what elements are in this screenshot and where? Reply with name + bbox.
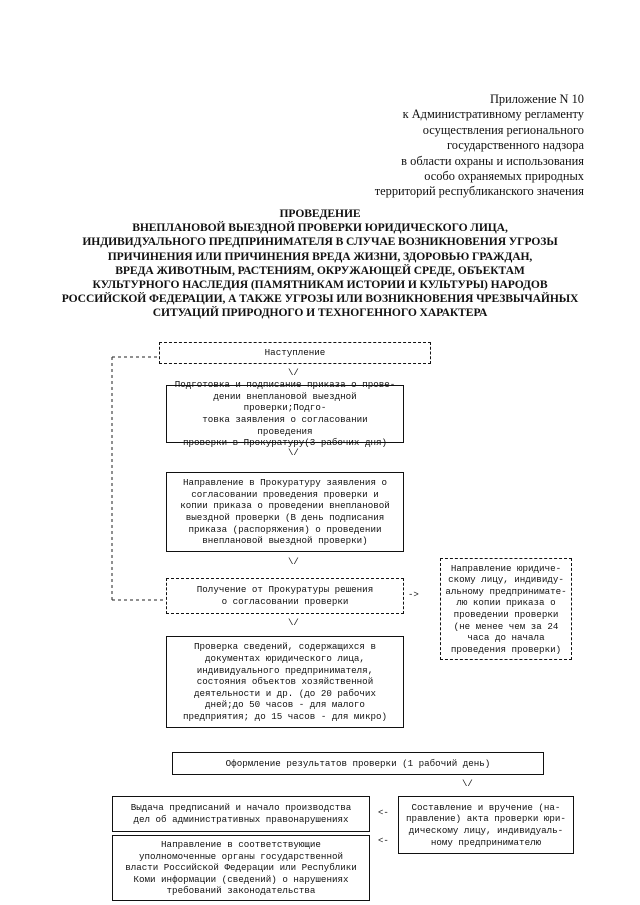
orders-line: дел об административных правонарушениях	[133, 814, 349, 825]
notify-line: проведении проверки	[453, 609, 559, 620]
notify-line: скому лицу, индивиду-	[448, 574, 564, 586]
check-line: предприятия; до 15 часов - для микро)	[183, 710, 387, 722]
prepare-line: проверки в Прокуратуру(3 рабочих дня)	[183, 437, 387, 449]
appendix-line: государственного надзора	[446, 138, 584, 153]
title-line: ВРЕДА ЖИВОТНЫМ, РАСТЕНИЯМ, ОКРУЖАЮЩЕЙ СРЕДЕ, ОБЪЕКТАМ	[115, 263, 525, 277]
start-box	[159, 342, 431, 364]
check-line: состояния объектов хозяйственной	[196, 676, 374, 688]
inspection-box	[166, 636, 404, 728]
prepare-line: товка заявления о согласовании проведения	[202, 414, 368, 437]
appendix-line: к Административному регламенту	[402, 107, 584, 122]
authorities-line: требований законодательства	[166, 885, 316, 897]
down-arrow: \/	[288, 557, 299, 567]
orders-box	[112, 796, 370, 832]
appendix-header	[254, 92, 584, 200]
authorities-line: уполномоченные органы государственной	[138, 850, 343, 862]
prepare-line: дении внеплановой выездной проверки;Подго-	[213, 390, 357, 414]
appendix-line: особо охраняемых природных	[424, 169, 584, 184]
prepare-line: Подготовка и подписание приказа о прове-	[174, 379, 396, 391]
send-line: копии приказа о проведении внеплановой	[180, 500, 390, 512]
down-arrow: \/	[288, 448, 299, 458]
act-line: правление) акта проверки юри-	[406, 813, 566, 825]
down-arrow: \/	[462, 779, 473, 789]
check-line: дней;до 50 часов - для малого	[205, 699, 365, 711]
authorities-line: Направление в соответствующие	[161, 839, 321, 851]
results-label: Оформление результатов проверки (1 рабочий день)	[225, 757, 491, 769]
send-line: выездной проверки (В день подписания	[185, 512, 385, 523]
title-line: СИТУАЦИЙ ПРИРОДНОГО И ТЕХНОГЕННОГО ХАРАКТЕРА	[152, 306, 488, 320]
notify-line: часа до начала	[467, 632, 545, 644]
notify-line: Направление юридиче-	[450, 562, 562, 574]
appendix-line: осуществления регионального	[422, 122, 584, 137]
left-arrow: <-	[378, 836, 389, 846]
notify-line: лю копии приказа о	[456, 597, 556, 609]
start-label: Наступление	[264, 347, 326, 359]
authorities-box	[112, 835, 370, 901]
send-line: внеплановой выездной проверки)	[202, 535, 368, 547]
down-arrow: \/	[288, 368, 299, 378]
check-line: Проверка сведений, содержащихся в	[194, 641, 376, 653]
title-line: ПРОВЕДЕНИЕ	[279, 207, 361, 220]
approval-box	[166, 578, 404, 614]
inspection-act-box	[398, 796, 574, 854]
document-title	[60, 207, 580, 321]
prepare-order-box	[166, 379, 404, 449]
check-line: индивидуального предпринимателя,	[196, 664, 374, 676]
title-line: ПРИЧИНЕНИЯ ИЛИ ПРИЧИНЕНИЯ ВРЕДА ЖИЗНИ, ЗДОРОВЬЮ ГРАЖДАН,	[107, 249, 533, 263]
title-line: ИНДИВИДУАЛЬНОГО ПРЕДПРИНИМАТЕЛЯ В СЛУЧАЕ ВОЗНИКНОВЕНИЯ УГРОЗЫ	[82, 235, 558, 249]
notify-line: (не менее чем за 24	[453, 620, 559, 632]
title-line: ВНЕПЛАНОВОЙ ВЫЕЗДНОЙ ПРОВЕРКИ ЮРИДИЧЕСКОГО ЛИЦА,	[132, 221, 508, 235]
send-to-prosecutor-box	[166, 472, 404, 552]
act-line: Составление и вручение (на-	[411, 801, 561, 813]
act-line: дическому лицу, индивидуаль-	[408, 825, 564, 836]
title-line: КУЛЬТУРНОГО НАСЛЕДИЯ (ПАМЯТНИКАМ ИСТОРИИ И КУЛЬТУРЫ) НАРОДОВ	[92, 278, 548, 292]
appendix-line: Приложение N 10	[489, 92, 584, 106]
down-arrow: \/	[288, 618, 299, 628]
left-arrow: <-	[378, 808, 389, 818]
appendix-line: в области охраны и использования	[401, 153, 584, 168]
send-line: Направление в Прокуратуру заявления о	[182, 477, 387, 489]
send-line: приказа (распоряжения) о проведении	[188, 523, 382, 535]
check-line: документах юридического лица,	[205, 653, 365, 665]
notify-entity-box	[440, 558, 572, 660]
approval-line: Получение от Прокуратуры решения	[196, 584, 374, 596]
title-line: РОССИЙСКОЙ ФЕДЕРАЦИИ, А ТАКЖЕ УГРОЗЫ ИЛИ ВОЗНИКНОВЕНИЯ ЧРЕЗВЫЧАЙНЫХ	[61, 292, 579, 306]
notify-line: проведения проверки)	[450, 643, 562, 655]
act-line: ному предпринимателю	[430, 836, 542, 848]
orders-line: Выдача предписаний и начало производства	[130, 802, 352, 814]
check-line: деятельности и др. (до 20 рабочих	[194, 687, 376, 699]
authorities-line: власти Российской Федерации или Республики	[125, 862, 357, 874]
side-arrow: ->	[408, 590, 419, 600]
notify-line: альному предпринимате-	[445, 585, 567, 597]
results-box	[172, 752, 544, 775]
send-line: согласовании проведения проверки и	[191, 488, 379, 500]
authorities-line: Коми информации (сведений) о нарушениях	[133, 873, 349, 885]
approval-line: о согласовании проверки	[221, 596, 349, 607]
appendix-line: территорий республиканского значения	[374, 184, 584, 199]
